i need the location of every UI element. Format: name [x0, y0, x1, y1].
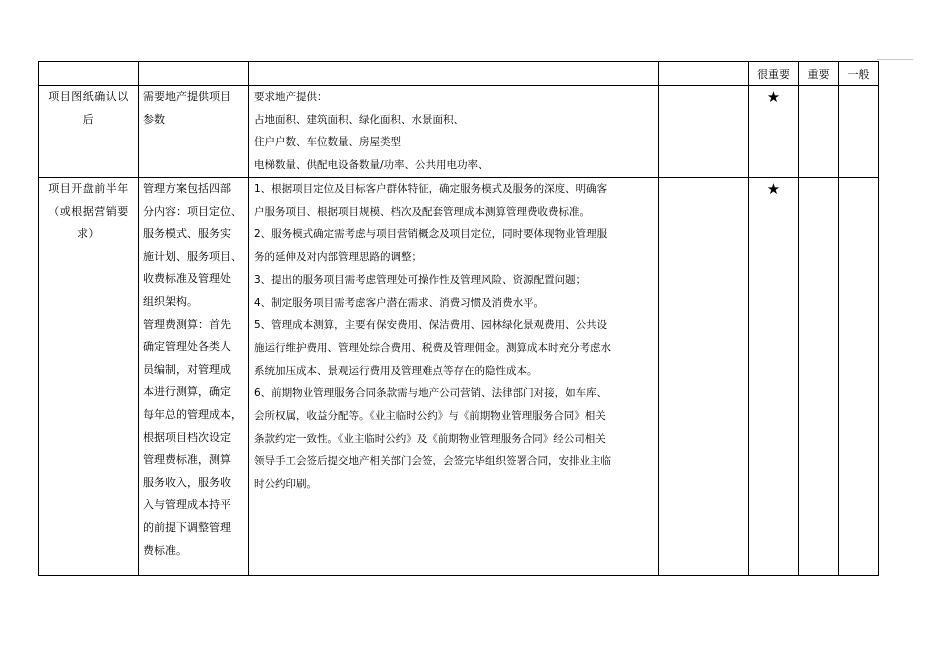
header-extension-line	[877, 59, 913, 60]
row-item-cell: 项目开盘前半年 （或根据营销要 求）	[39, 178, 139, 576]
row-extra-cell	[659, 178, 749, 576]
requirements-table	[38, 61, 879, 576]
header-cell-item	[39, 62, 139, 86]
row-requirement-cell: 需要地产提供项目 参数	[139, 86, 249, 178]
header-cell-requirement	[139, 62, 249, 86]
row-details-cell: 1、根据项目定位及目标客户群体特征，确定服务模式及服务的深度、明确客 户服务项目、根据项目规模、档次及配套管理成本测算管理费收费标准。 2、服务模式确定需考虑与项目营销概念及项目定位，同时要体现物业管理服 务的延伸及对内部管理思路的调整； 3、提出的服务项目需考虑管理处可操作性及管理风险、资源配置问题； 4、制定服务项目需考虑客户潜在需求、消费习惯及消费水平。 5、管理成本测算，主要有保安费用、保洁费用、园林绿化景观费用、公共设 施运行维护费用、管理处综合费用、税费及管理佣金。测算成本时充分考虑水 系统加压成本、景观运行费用及管理难点等存在的隐性成本。 6、前期物业管理服务合同条款需与地产公司营销、法律部门对接，如车库、 会所权属，收益分配等。《业主临时公约》与《前期物业管理服务合同》相关 条款约定一致性。《业主临时公约》及《前期物业管理服务合同》经公司相关 领导手工会签后提交地产相关部门会签，会签完毕组织签署合同，安排业主临 时公约印刷。	[249, 178, 659, 576]
header-cell-details	[249, 62, 659, 86]
header-row	[39, 62, 879, 86]
row-important-cell	[799, 178, 839, 576]
star-mark-icon: ★	[749, 178, 799, 576]
header-normal: 一般	[839, 62, 879, 86]
table-row	[39, 86, 879, 178]
row-extra-cell	[659, 86, 749, 178]
star-mark-icon: ★	[749, 86, 799, 178]
row-details-cell: 要求地产提供： 占地面积、建筑面积、绿化面积、水景面积、 住户户数、车位数量、房屋类型 电梯数量、供配电设备数量/功率、公共用电功率、	[249, 86, 659, 178]
row-important-cell	[799, 86, 839, 178]
header-cell-extra	[659, 62, 749, 86]
row-normal-cell	[839, 178, 879, 576]
table-row	[39, 178, 879, 576]
header-important: 重要	[799, 62, 839, 86]
header-very-important: 很重要	[749, 62, 799, 86]
row-normal-cell	[839, 86, 879, 178]
row-item-cell: 项目图纸确认以 后	[39, 86, 139, 178]
row-requirement-cell: 管理方案包括四部 分内容：项目定位、 服务模式、服务实 施计划、服务项目、 收费标准及管理处 组织架构。 管理费测算：首先 确定管理处各类人 员编制，对管理成 本进行测算，确定 每年总的管理成本， 根据项目档次设定 管理费标准，测算 服务收入，服务收 入与管理成本持平 的前提下调整管理 费标准。	[139, 178, 249, 576]
